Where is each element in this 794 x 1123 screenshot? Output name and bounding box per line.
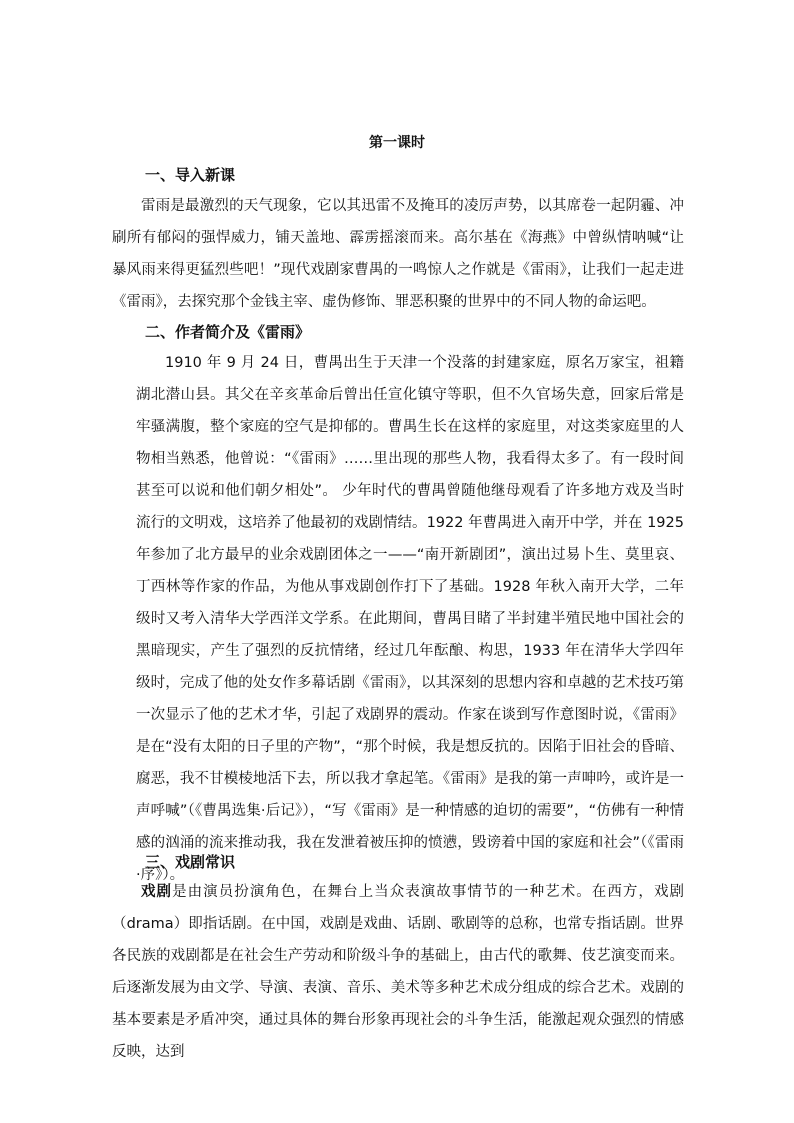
drama-term: 戏剧: [141, 884, 173, 900]
section-body-intro: 雷雨是最激烈的天气现象，它以其迅雷不及掩耳的凌厉声势，以其席卷一起阴霾、冲刷所有郁闷的强悍威力，铺天盖地、霹雳摇滚而来。高尔基在《海燕》中曾纵情呐喊“让暴风雨来得更猛烈些吧！”现代戏剧家曹禺的一鸣惊人之作就是《雷雨》，让我们一起走进《雷雨》，去探究那个金钱主宰、虚伪修饰、罪恶积聚的世界中的不同人物的命运吧。: [112, 198, 684, 310]
section-body-author: 1910 年 9 月 24 日，曹禺出生于天津一个没落的封建家庭，原名万家宝，祖籍湖北潜山县。其父在辛亥革命后曾出任宣化镇守等职，但不久官场失意，回家后常是牢骚满腹，整个家庭的空气是抑郁的。曹禺生长在这样的家庭里，对这类家庭里的人物相当熟悉，他曾说：“《雷雨》……里出现的那些人物，我看得太多了。有一段时间甚至可以说和他们朝夕相处”。 少年时代的曹禺曾随他继母观看了许多地方戏及当时流行的文明戏，这培养了他最初的戏剧情结。1922 年曹禺进入南开中学，并在 1925 年参加了北方最早的业余戏剧团体之一——“南开新剧团”，演出过易卜生、莫里哀、丁西林等作家的作品，为他从事戏剧创作打下了基础。1928 年秋入南开大学，二年级时又考入清华大学西洋文学系。在此期间，曹禺目睹了半封建半殖民地中国社会的黑暗现实，产生了强烈的反抗情绪，经过几年酝酿、构思，1933 年在清华大学四年级时，完成了他的处女作多幕话剧《雷雨》，以其深刻的思想内容和卓越的艺术技巧第一次显示了他的艺术才华，引起了戏剧界的震动。作家在谈到写作意图时说，《雷雨》是在“没有太阳的日子里的产物”，“那个时候，我是想反抗的。因陷于旧社会的昏暗、腐恶，我不甘模棱地活下去，所以我才拿起笔。《雷雨》是我的第一声呻吟，或许是一声呼喊”（《曹禺选集·后记》），“写《雷雨》是一种情感的迫切的需要”，“仿佛有一种情感的汹涌的流来推动我，我在发泄着被压抑的愤懑，毁谤着中国的家庭和社会”（《雷雨·序》）。: [136, 355, 684, 883]
section-heading-intro: 一、导入新课: [145, 166, 236, 184]
drama-definition: 是由演员扮演角色，在舞台上当众表演故事情节的一种艺术。在西方，戏剧（drama）即指话剧。在中国，戏剧是戏曲、话剧、歌剧等的总称，也常专指话剧。世界各民族的戏剧都是在社会生产劳动和阶级斗争的基础上，由古代的歌舞、伎艺演变而来。后逐渐发展为由文学、导演、表演、音乐、美术等多种艺术成分组成的综合艺术。戏剧的基本要素是矛盾冲突，通过具体的舞台形象再现社会的斗争生活，能激起观众强烈的情感反映，达到: [112, 884, 685, 1060]
section-body-drama: [112, 876, 684, 1068]
section-heading-drama: 三、戏剧常识: [145, 853, 236, 871]
page-title: 第一课时: [369, 135, 425, 151]
section-heading-author: 二、作者简介及《雷雨》: [145, 323, 311, 341]
